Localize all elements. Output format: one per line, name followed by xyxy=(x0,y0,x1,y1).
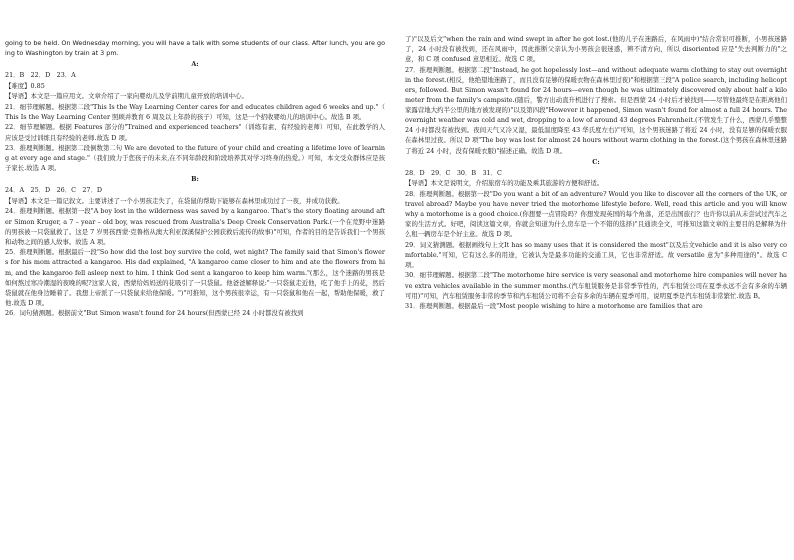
guide-paragraph: 【导语】本文是一篇应用文。文章介绍了一家向婴幼儿及学前期儿童开放的培训中心。 xyxy=(5,92,248,101)
explanation-21: 21．细节理解题。根据第二段"This Is the Way Learning Center cares for and educates children aged 6 weeks and up."（ This Is the Way Learning Center 照顾并教育 6 周及以上年龄的孩子）可知，这是一个招收婴幼儿的培训中心。故选 B 项。 xyxy=(5,102,385,121)
explanation-30: 30．细节理解题。根据第二段"The motorhome hire service is very seasonal and motorhome hire companies will never have extra vehicles available in the summer months.(汽车租赁服务是非常季节性的，汽车租赁公司在夏季永远不会有多余的车辆可用)"可知，汽车租赁服务非常的季节和汽车租赁公司将不会有多余的车辆在夏季可用，说明夏季是汽车租赁非常繁忙.故选 B。 xyxy=(405,271,787,300)
difficulty-line: 【难度】0.85 xyxy=(5,81,45,90)
section-heading-a: A: xyxy=(191,60,199,69)
section-heading-b: B: xyxy=(191,175,199,184)
explanation-31: 31．推理判断题。根据最后一段"Most people wishing to hire a motorhome are families that are xyxy=(405,302,703,311)
explanation-27: 27．推理判断题。根据第二段"Instead, he got hopelessly lost—and without adequate warm clothing to stay out overnight in the forest.(相反，他绝望地迷路了，而且没有足够的保暖衣物在森林里过夜)"和根据第三段"A police search, including helicopters, followed. But Simon wasn't found for 24 hours—even though he was ultimately discovered only about half a kilometer from the family's campsite.(随后，警方出动直升机进行了搜索。但是西蒙 24 小时后才被找到——尽管他最终是在距离他们家露营地大约半公里的地方被发现的)"以及第四段"However it happened, Simon wasn't found for almost a full 24 hours. The overnight weather was cold and wet, dropping to a low of around 43 degrees Fahrenheit.(不管发生了什么，西蒙几乎整整 24 小时都没有被找到。夜间天气又冷又湿，最低温度降至 43 华氏度左右)"可知，这个男孩迷路了将近 24 小时，没有足够的保暖衣服在森林里过夜。所以 D 项"The boy was lost for almost 24 hours without warm clothing in the forest.(这个男孩在森林里迷路了将近 24 小时，没有保暖衣服)"描述正确。故选 D 项。 xyxy=(405,65,787,155)
explanation-29: 29．词义猜测题。根据画线句上文It has so many uses that it is considered the most"以及后文vehicle and it is also very comfortable."可知，它有这么多的用途，它被认为是最多功能的交通工具，它也非常舒适。故 versatile 意为"多种用途的"。故选 C 项。 xyxy=(405,240,787,269)
explanation-28: 28．推理判断题。根据第一段"Do you want a bit of an adventure? Would you like to discover all the corners of the UK, or travel abroad? Maybe you have never tried the motorhome lifestyle before. Well, read this article and you will know why a motorhome is a good choice.(你想要一点冒险吗？你想发现英国的每个角落，还是出国旅行？也许你以前从未尝试过汽车之家的生活方式。好吧，阅读这篇文章，你就会知道为什么房车是一个不错的选择)"且通读全文，可推知这篇文章的主要目的是解释为什么租一辆房车是个好主意。故选 D 项。 xyxy=(405,189,787,239)
explanation-24: 24．推理判断题。根据第一段"A boy lost in the wilderness was saved by a kangaroo. That's the story floating around after Simon Kruger, a 7 – year – old boy, was rescued from Australia's Deep Creek Conservation Park.(一个在荒野中迷路的男孩被一只袋鼠救了。这是 7 岁男孩西蒙·克鲁格从澳大利亚深溪保护公园获救后流传的故事)"可知，作者的目的是告诉我们一个男孩和动物之间的感人故事。故选 A 项。 xyxy=(5,207,385,246)
section-heading-c: C: xyxy=(592,157,600,166)
paragraph: going to be held. On Wednesday morning, you will have a talk with some students of our class. After lunch, you are going to Washington by train at 3 pm. xyxy=(5,39,385,58)
answer-line: 21．B 22．D 23．A xyxy=(5,71,76,80)
explanation-25: 25．推理判断题。根据最后一段"So how did the lost boy survive the cold, wet night? The family said that Simon's flowers for his mom attracted a kangaroo. His dad explained, "A kangaroo came closer to him and ate the flowers from him, and the kangaroo fell asleep next to him. I think God sent a kangaroo to keep him warm."(那么，这个迷路的男孩是如何熬过寒冷潮湿的夜晚的呢?这家人说，西蒙给妈妈送的花吸引了一只袋鼠。他爸爸解释说:"一只袋鼠走近他，吃了他手上的花，然后袋鼠就在他身边睡着了。我想上帝派了一只袋鼠来给他保暖。")"可推知，这个男孩很幸运，有一只袋鼠和他在一起，帮助他保暖，救了他.故选 D 项。 xyxy=(5,248,385,307)
explanation-22: 22．细节理解题。根据 Features 部分的"Trained and experienced teachers"（训练有素、有经验的老师）可知，在此教学的人应该是受过训练且有经验的老师.故选 D 项。 xyxy=(5,123,385,142)
answer-line: 28．D 29．C 30．B 31．C xyxy=(405,168,502,177)
explanation-23: 23．推理判断题。根据第二段倒数第二句 We are devoted to the future of your child and creating a lifetime love of learning at every age and stage."（我们致力于您孩子的未来,在不同年龄段和阶段培养其对学习终身的热爱。）可知，本文受众群体应是孩子家长.故选 A 项。 xyxy=(5,144,385,173)
explanation-26-cont: 了)"以及后文"when the rain and wind swept in after he got lost.(他的儿子在迷路后，在风雨中)"结合常识可推断，小男孩迷路了，24 小时没有被找到，还在风雨中，因此推断父亲认为小男孩会很迷惑，辨不清方向，所以 disoriented 应是"失去判断力的"之意，和 C 项 confused 意思相近。故选 C 项。 xyxy=(405,35,787,64)
right-column xyxy=(405,34,787,312)
explanation-26: 26．词句猜测题。根据前文"But Simon wasn't found for 24 hours(但西蒙已经 24 小时都没有被找到 xyxy=(5,309,304,318)
guide-paragraph: 【导语】本文是说明文，介绍旅宿车的功能及乘其旅游的方便和舒适。 xyxy=(405,179,604,188)
guide-paragraph: 【导语】本文是一篇记叙文。主要讲述了一个小男孩走失了，在袋鼠的帮助下能够在森林里成功过了一夜，并成功获救。 xyxy=(5,196,344,205)
answer-line: 24．A 25．D 26．C 27．D xyxy=(5,186,103,195)
left-column xyxy=(5,38,385,319)
